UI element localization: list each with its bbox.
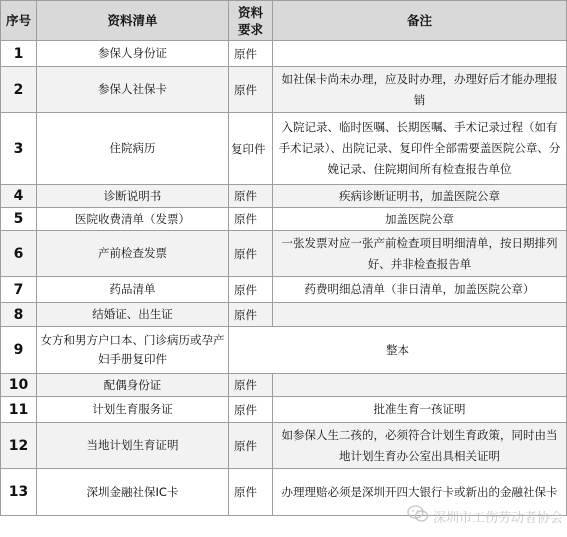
header-name: 资料清单 (37, 1, 229, 41)
material-note: 批准生育一孩证明 (273, 397, 567, 423)
row-number: 2 (1, 67, 37, 113)
table-row (1, 67, 567, 113)
table-header-row (1, 1, 567, 41)
row-number: 12 (1, 423, 37, 469)
row-number: 7 (1, 277, 37, 303)
table-row (1, 185, 567, 208)
material-name: 计划生育服务证 (37, 397, 229, 423)
material-note: 如社保卡尚未办理，应及时办理，办理好后才能办理报销 (273, 67, 567, 113)
material-name: 深圳金融社保IC卡 (37, 469, 229, 516)
material-note (273, 41, 567, 67)
material-note: 疾病诊断证明书，加盖医院公章 (273, 185, 567, 208)
material-requirement: 原件 (229, 67, 273, 113)
row-number: 8 (1, 303, 37, 327)
material-requirement: 原件 (229, 41, 273, 67)
material-name: 当地计划生育证明 (37, 423, 229, 469)
material-name: 参保人身份证 (37, 41, 229, 67)
material-note: 一张发票对应一张产前检查项目明细清单，按日期排列好、并非检查报告单 (273, 231, 567, 277)
table-row (1, 277, 567, 303)
watermark-text: 深圳市工伤劳动者协会 (432, 510, 563, 526)
material-note (273, 303, 567, 327)
row-number: 5 (1, 208, 37, 231)
header-no: 序号 (1, 1, 37, 41)
material-requirement: 原件 (229, 397, 273, 423)
material-requirement: 原件 (229, 423, 273, 469)
row-number: 10 (1, 374, 37, 397)
row-number: 1 (1, 41, 37, 67)
material-note: 加盖医院公章 (273, 208, 567, 231)
table-row (1, 303, 567, 327)
table-row (1, 423, 567, 469)
material-requirement: 原件 (229, 303, 273, 327)
material-requirement: 原件 (229, 469, 273, 516)
header-note: 备注 (273, 1, 567, 41)
table-row (1, 208, 567, 231)
table-row (1, 231, 567, 277)
row-number: 4 (1, 185, 37, 208)
row-number: 3 (1, 113, 37, 185)
material-requirement: 复印件 (229, 113, 273, 185)
material-name: 住院病历 (37, 113, 229, 185)
material-name: 产前检查发票 (37, 231, 229, 277)
table-row (1, 41, 567, 67)
row-number: 13 (1, 469, 37, 516)
material-name: 女方和男方户口本、门诊病历或孕产妇手册复印件 (37, 327, 229, 374)
header-req: 资料要求 (229, 1, 273, 41)
row-number: 6 (1, 231, 37, 277)
material-name: 结婚证、出生证 (37, 303, 229, 327)
material-requirement: 原件 (229, 185, 273, 208)
material-name: 医院收费清单（发票） (37, 208, 229, 231)
material-requirement: 原件 (229, 277, 273, 303)
material-name: 配偶身份证 (37, 374, 229, 397)
table-row (1, 374, 567, 397)
material-name: 参保人社保卡 (37, 67, 229, 113)
table-row (1, 113, 567, 185)
table-row (1, 469, 567, 516)
table-row (1, 327, 567, 374)
material-requirement: 原件 (229, 208, 273, 231)
row-number: 11 (1, 397, 37, 423)
material-note: 药费明细总清单（非日清单，加盖医院公章） (273, 277, 567, 303)
material-note: 办理理赔必须是深圳开四大银行卡或新出的金融社保卡 (273, 469, 567, 516)
table-row (1, 397, 567, 423)
material-name: 药品清单 (37, 277, 229, 303)
row-number: 9 (1, 327, 37, 374)
material-note (273, 374, 567, 397)
material-name: 诊断说明书 (37, 185, 229, 208)
material-note: 整本 (229, 327, 567, 374)
material-note: 如参保人生二孩的，必须符合计划生育政策，同时由当地计划生育办公室出具相关证明 (273, 423, 567, 469)
material-requirement: 原件 (229, 231, 273, 277)
material-note: 入院记录、临时医嘱、长期医嘱、手术记录过程（如有手术记录）、出院记录、复印件全部需要盖医院公章、分娩记录、住院期间所有检查报告单位 (273, 113, 567, 185)
material-requirement: 原件 (229, 374, 273, 397)
